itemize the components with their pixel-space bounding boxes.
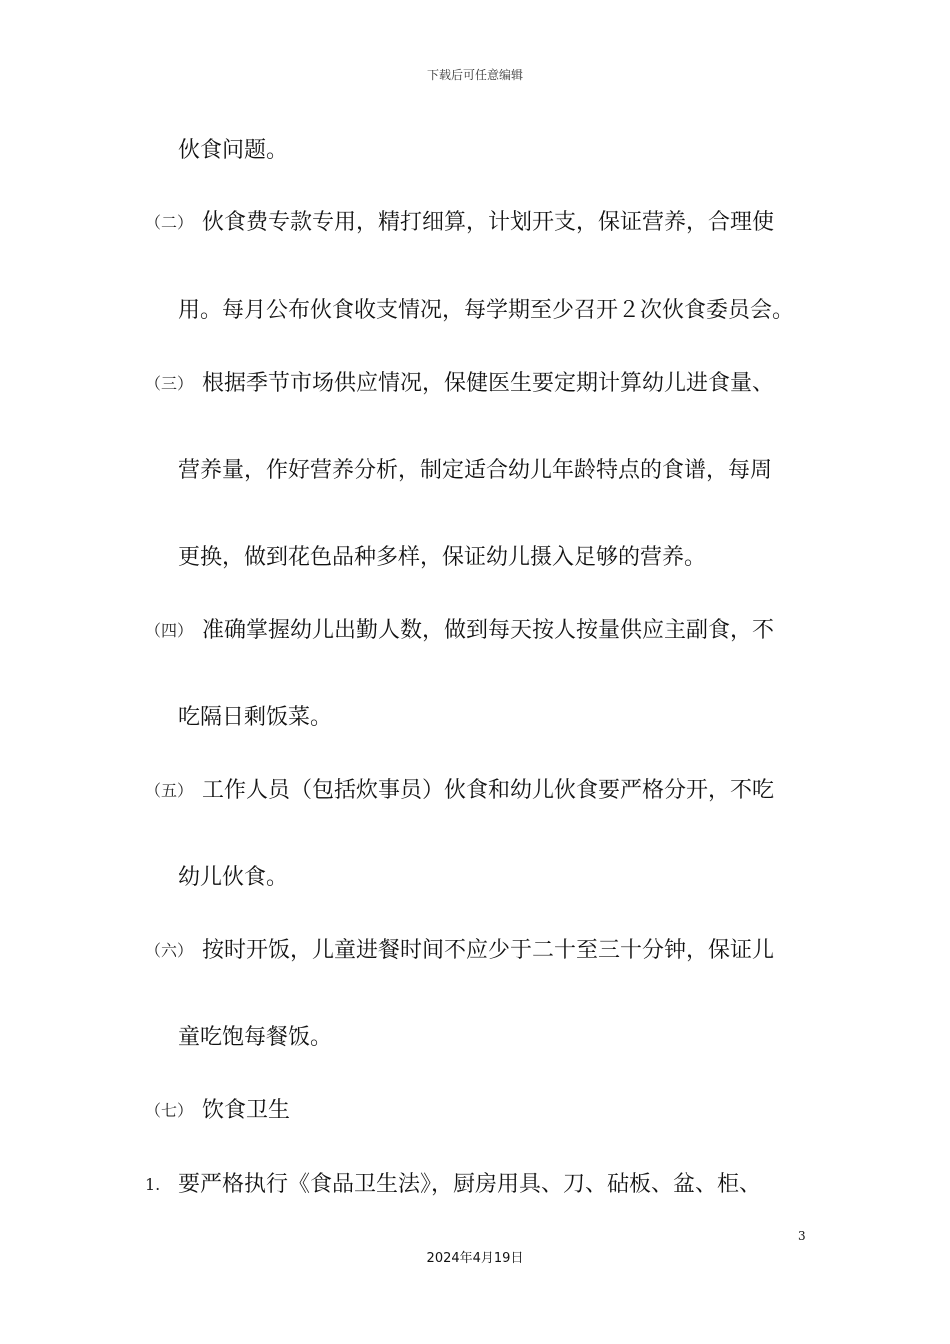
list-item-line: 更换，做到花色品种多样，保证幼儿摄入足够的营养。	[178, 545, 707, 570]
list-item-line: 幼儿伙食。	[178, 865, 289, 890]
page-number: 3	[798, 1229, 806, 1243]
continuation-line: 伙食问题。	[178, 138, 289, 163]
list-marker-2: （二）	[145, 213, 194, 232]
page-header: 下载后可任意编辑	[426, 68, 523, 82]
list-marker-5: （五）	[145, 781, 194, 800]
list-item-line: 饮食卫生	[202, 1098, 291, 1123]
list-item-line: 吃隔日剩饭菜。	[178, 705, 333, 730]
list-marker-1: 1.	[145, 1175, 161, 1194]
list-item-line: 伙食费专款专用，精打细算，计划开支，保证营养，合理使	[202, 210, 775, 235]
list-item-line: 要严格执行《食品卫生法》，厨房用具、刀、砧板、盆、柜、	[178, 1172, 762, 1197]
list-marker-3: （三）	[145, 374, 194, 393]
footer-date: 2024年4月19日	[426, 1251, 524, 1266]
list-marker-7: （七）	[145, 1101, 194, 1120]
list-marker-4: （四）	[145, 621, 194, 640]
list-marker-6: （六）	[145, 941, 194, 960]
list-item-line: 根据季节市场供应情况，保健医生要定期计算幼儿进食量、	[202, 371, 775, 396]
list-item-line: 工作人员（包括炊事员）伙食和幼儿伙食要严格分开，不吃	[202, 778, 775, 803]
list-item-line: 童吃饱每餐饭。	[178, 1025, 333, 1050]
list-item-line: 准确掌握幼儿出勤人数，做到每天按人按量供应主副食，不	[202, 618, 775, 643]
list-item-line: 营养量，作好营养分析，制定适合幼儿年龄特点的食谱，每周	[178, 458, 773, 483]
list-item-line: 按时开饭，儿童进餐时间不应少于二十至三十分钟，保证儿	[202, 938, 775, 963]
list-item-line: 用。每月公布伙食收支情况，每学期至少召开２次伙食委员会。	[178, 298, 795, 323]
